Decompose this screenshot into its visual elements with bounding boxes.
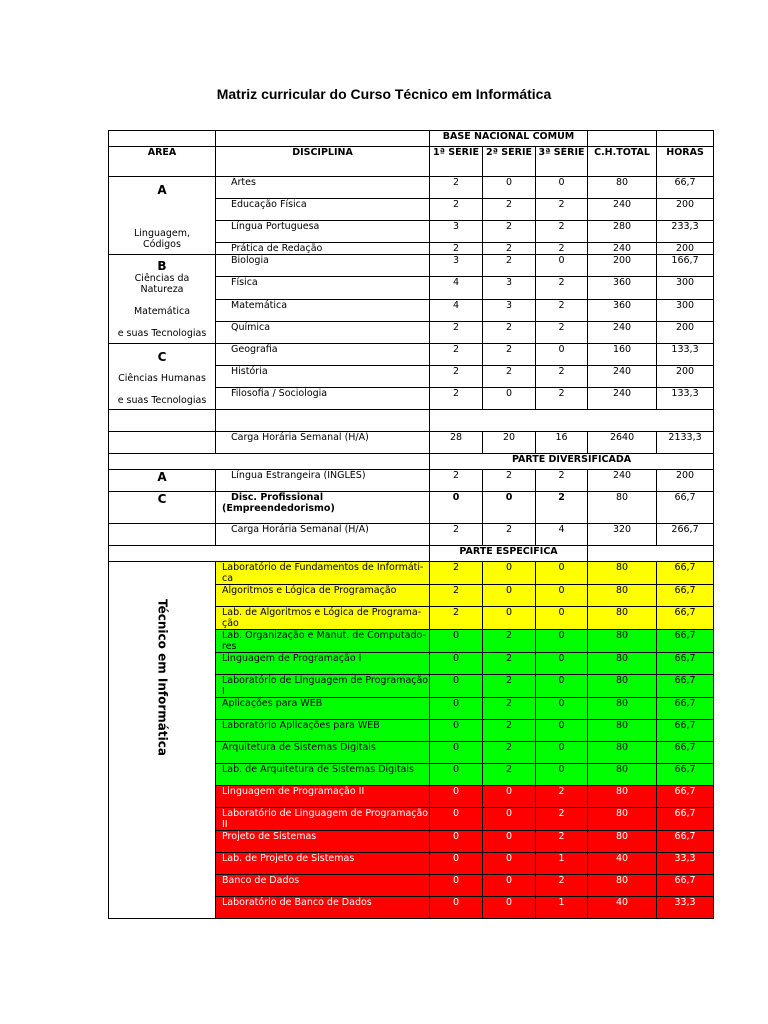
value-cell: 66,7 <box>657 742 714 764</box>
value-cell: 0 <box>536 742 588 764</box>
value-cell: 0 <box>536 630 588 653</box>
value-cell: 66,7 <box>657 786 714 808</box>
value-cell: 0 <box>536 764 588 786</box>
disciplina-cell: Laboratório de Linguagem de Programação I <box>216 675 430 698</box>
value-cell: 0 <box>483 585 536 607</box>
parte-diversificada-row <box>109 454 714 470</box>
value-cell: 0 <box>536 585 588 607</box>
value-cell: 1 <box>536 853 588 875</box>
table-row: A Linguagem, Códigos Artes 2 0 0 80 66,7 <box>109 177 714 199</box>
value-cell: 0 <box>430 875 483 897</box>
value-cell: 66,7 <box>657 720 714 742</box>
value-cell: 40 <box>588 853 657 875</box>
area-c-cell: C Ciências Humanas e suas Tecnologias <box>109 344 216 410</box>
disciplina-cell: Algoritmos e Lógica de Programação <box>216 585 430 607</box>
disciplina-cell: Laboratório Aplicações para WEB <box>216 720 430 742</box>
area-c-letter: C <box>157 350 167 364</box>
value-cell: 0 <box>430 630 483 653</box>
ch-total-header: C.H.TOTAL <box>588 147 657 177</box>
value-cell: 0 <box>536 607 588 630</box>
parte-diversificada-header: PARTE DIVERSIFICADA <box>430 454 714 470</box>
value-cell: 80 <box>588 698 657 720</box>
base-total-row: Carga Horária Semanal (H/A) 28 20 16 2640 2133,3 <box>109 432 714 454</box>
value-cell: 1 <box>536 897 588 919</box>
area-b-cell: B Ciências da Natureza Matemática e suas Tecnologias <box>109 255 216 344</box>
disciplina-cell: Linguagem de Programação I <box>216 653 430 675</box>
disciplina-cell: Projeto de Sistemas <box>216 831 430 853</box>
value-cell: 80 <box>588 630 657 653</box>
value-cell: 0 <box>536 698 588 720</box>
value-cell: 0 <box>430 742 483 764</box>
value-cell: 80 <box>588 831 657 853</box>
disciplina-cell: Laboratório de Fundamentos de Informáti-ca <box>216 562 430 585</box>
base-comum-header: BASE NACIONAL COMUM <box>430 131 588 147</box>
table-row: Física 4 3 2 360 300 <box>109 277 714 300</box>
table-row: Língua Portuguesa 3 2 2 280 233,3 <box>109 221 714 243</box>
value-cell: 80 <box>588 653 657 675</box>
value-cell: 2 <box>483 675 536 698</box>
table-row: C Disc. Profissional (Empreendedorismo) 0 0 2 80 66,7 <box>109 492 714 524</box>
value-cell: 80 <box>588 764 657 786</box>
value-cell: 0 <box>536 675 588 698</box>
header-row-top <box>109 131 714 147</box>
div-total-row: Carga Horária Semanal (H/A) 2 2 4 320 266,7 <box>109 524 714 546</box>
value-cell: 66,7 <box>657 698 714 720</box>
value-cell: 66,7 <box>657 764 714 786</box>
area-b-letter: B <box>157 259 167 273</box>
value-cell: 66,7 <box>657 808 714 831</box>
value-cell: 0 <box>483 853 536 875</box>
value-cell: 80 <box>588 585 657 607</box>
value-cell: 66,7 <box>657 562 714 585</box>
value-cell: 80 <box>588 875 657 897</box>
value-cell: 0 <box>536 653 588 675</box>
value-cell: 80 <box>588 607 657 630</box>
value-cell: 2 <box>483 742 536 764</box>
disciplina-cell: Lab. de Algoritmos e Lógica de Programa-ção <box>216 607 430 630</box>
curriculum-table <box>108 130 714 919</box>
value-cell: 0 <box>483 607 536 630</box>
value-cell: 66,7 <box>657 675 714 698</box>
value-cell: 2 <box>430 607 483 630</box>
table-row: Educação Física 2 2 2 240 200 <box>109 199 714 221</box>
value-cell: 0 <box>483 786 536 808</box>
serie3-header: 3ª SÉRIE <box>536 147 588 177</box>
table-row: Matemática 4 3 2 360 300 <box>109 300 714 322</box>
especifica-body <box>109 562 714 919</box>
value-cell: 0 <box>483 831 536 853</box>
parte-especifica-row <box>109 546 714 562</box>
value-cell: 2 <box>430 562 483 585</box>
table-row: Filosofia / Sociologia 2 0 2 240 133,3 <box>109 388 714 410</box>
value-cell: 2 <box>483 698 536 720</box>
horas-header: HORAS <box>657 147 714 177</box>
value-cell: 0 <box>430 720 483 742</box>
value-cell: 80 <box>588 562 657 585</box>
value-cell: 0 <box>430 675 483 698</box>
value-cell: 0 <box>430 808 483 831</box>
value-cell: 2 <box>483 764 536 786</box>
value-cell: 33,3 <box>657 853 714 875</box>
value-cell: 0 <box>483 875 536 897</box>
value-cell: 66,7 <box>657 607 714 630</box>
disciplina-cell: Aplicações para WEB <box>216 698 430 720</box>
value-cell: 80 <box>588 742 657 764</box>
value-cell: 2 <box>536 831 588 853</box>
disciplina-cell: Arquitetura de Sistemas Digitais <box>216 742 430 764</box>
page-title: Matriz curricular do Curso Técnico em Informática <box>216 86 552 102</box>
value-cell: 0 <box>430 897 483 919</box>
disciplina-cell: Linguagem de Programação II <box>216 786 430 808</box>
value-cell: 40 <box>588 897 657 919</box>
area-a-cell: A Linguagem, Códigos <box>109 177 216 255</box>
value-cell: 80 <box>588 675 657 698</box>
disciplina-cell: Lab. de Projeto de Sistemas <box>216 853 430 875</box>
table-row: B Ciências da Natureza Matemática e suas Tecnologias Biologia 3 2 0 200 166,7 <box>109 255 714 277</box>
table-row: A Língua Estrangeira (INGLÊS) 2 2 2 240 200 <box>109 470 714 492</box>
value-cell: 80 <box>588 786 657 808</box>
spacer-row <box>109 410 714 432</box>
value-cell: 66,7 <box>657 875 714 897</box>
disciplina-cell: Banco de Dados <box>216 875 430 897</box>
value-cell: 0 <box>483 562 536 585</box>
tecnico-area-label: Técnico em Informática <box>155 599 170 756</box>
value-cell: 0 <box>483 897 536 919</box>
value-cell: 66,7 <box>657 831 714 853</box>
area-header: ÁREA <box>109 147 216 177</box>
parte-especifica-header: PARTE ESPECÍFICA <box>430 546 588 562</box>
disciplina-cell: Laboratório de Banco de Dados <box>216 897 430 919</box>
value-cell: 0 <box>536 562 588 585</box>
value-cell: 2 <box>536 875 588 897</box>
value-cell: 0 <box>536 720 588 742</box>
value-cell: 33,3 <box>657 897 714 919</box>
value-cell: 0 <box>430 853 483 875</box>
value-cell: 80 <box>588 720 657 742</box>
value-cell: 2 <box>483 630 536 653</box>
value-cell: 2 <box>430 585 483 607</box>
value-cell: 80 <box>588 808 657 831</box>
serie1-header: 1ª SÉRIE <box>430 147 483 177</box>
table-row: C Ciências Humanas e suas Tecnologias Geografia 2 2 0 160 133,3 <box>109 344 714 366</box>
value-cell: 2 <box>483 720 536 742</box>
value-cell: 0 <box>430 653 483 675</box>
header-row <box>109 147 714 177</box>
value-cell: 2 <box>483 653 536 675</box>
value-cell: 2 <box>536 808 588 831</box>
disciplina-cell: Lab. de Arquitetura de Sistemas Digitais <box>216 764 430 786</box>
value-cell: 66,7 <box>657 585 714 607</box>
value-cell: 0 <box>430 786 483 808</box>
value-cell: 66,7 <box>657 630 714 653</box>
value-cell: 0 <box>483 808 536 831</box>
disciplina-cell: Lab. Organização e Manut. de Computado-res <box>216 630 430 653</box>
serie2-header: 2ª SÉRIE <box>483 147 536 177</box>
value-cell: 66,7 <box>657 653 714 675</box>
table-row: História 2 2 2 240 200 <box>109 366 714 388</box>
value-cell: 2 <box>536 786 588 808</box>
table-row: Química 2 2 2 240 200 <box>109 322 714 344</box>
table-row <box>109 562 714 585</box>
tecnico-area-cell <box>109 562 216 919</box>
area-a-letter: A <box>157 183 167 197</box>
value-cell: 0 <box>430 764 483 786</box>
disciplina-header: DISCIPLINA <box>216 147 430 177</box>
value-cell: 0 <box>430 698 483 720</box>
value-cell: 0 <box>430 831 483 853</box>
disciplina-cell: Laboratório de Linguagem de Programação II <box>216 808 430 831</box>
table-row: Prática de Redação 2 2 2 240 200 <box>109 243 714 255</box>
